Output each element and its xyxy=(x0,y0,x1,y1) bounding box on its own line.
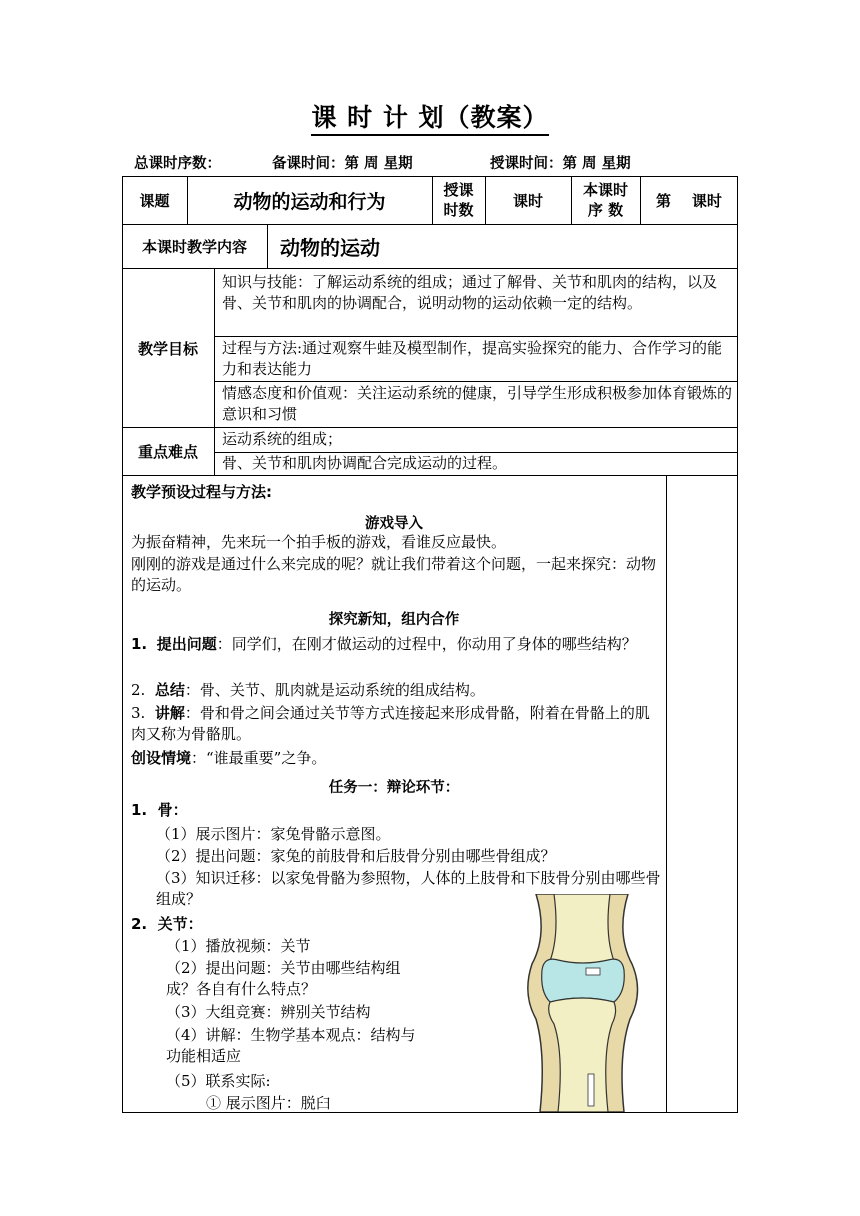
process-heading: 教学预设过程与方法: xyxy=(131,483,272,501)
this-lesson-label: 本课时 序 数 xyxy=(582,181,628,219)
joint-cartilage xyxy=(542,959,625,1002)
scenario xyxy=(131,748,661,769)
prep-time: 备课时间：第 周 星期 xyxy=(272,156,413,172)
step-1-text: ：同学们，在刚才做运动的过程中，你动用了身体的哪些结构？ xyxy=(216,635,637,653)
key-point-2: 骨、关节和肌肉协调配合完成运动的过程。 xyxy=(222,454,508,472)
objective-knowledge: 知识与技能：了解运动系统的组成；通过了解骨、关节和肌肉的结构，以及骨、关节和肌肉的协调配合，说明动物的运动依赖一定的结构。 xyxy=(222,273,718,312)
step-3-label: 讲解 xyxy=(154,704,185,722)
sequence: 第 课时 xyxy=(656,191,722,210)
sub-item-dislocation: ① 展示图片：脱臼 xyxy=(206,1094,331,1112)
step-2-num: 2. xyxy=(131,681,146,699)
objective-attitude: 情感态度和价值观：关注运动系统的健康，引导学生形成积极参加体育锻炼的意识和习惯 xyxy=(222,384,733,423)
joint-item-4: （4）讲解：生物学基本观点：结构与功能相适应 xyxy=(166,1026,416,1065)
class-hours: 课时 xyxy=(512,191,543,210)
step-2-text: ：骨、关节、肌肉就是运动系统的组成结构。 xyxy=(184,681,485,699)
lesson-plan-table xyxy=(122,176,738,1113)
task-title: 任务一：辩论环节： xyxy=(328,780,460,796)
bone-item-2: （2）提出问题：家兔的前肢骨和后肢骨分别由哪些骨组成？ xyxy=(156,847,556,865)
label-marker-1 xyxy=(586,968,600,975)
joint-item-2: （2）提出问题：关节由哪些结构组成？各自有什么特点？ xyxy=(166,959,401,998)
game-line-2: 刚刚的游戏是通过什么来完成的呢？就让我们带着这个问题，一起来探究：动物的运动。 xyxy=(131,555,657,594)
step-2-label: 总结 xyxy=(154,681,185,699)
joint-title: 2. 关节： xyxy=(131,915,203,933)
joint-item-1: （1）播放视频：关节 xyxy=(166,937,311,955)
bone-item-3: （3）知识迁移：以家兔骨骼为参照物，人体的上肢骨和下肢骨分别由哪些骨组成？ xyxy=(156,869,661,908)
joint-item-3: （3）大组竞赛：辨别关节结构 xyxy=(166,1003,371,1021)
key-points-label: 重点难点 xyxy=(137,442,198,461)
game-line-1: 为振奋精神，先来玩一个拍手板的游戏，看谁反应最快。 xyxy=(131,533,507,551)
step-1 xyxy=(131,634,661,655)
teach-time: 授课时间：第 周 星期 xyxy=(490,156,631,172)
objectives-label: 教学目标 xyxy=(137,339,198,358)
topic-label: 课题 xyxy=(139,191,170,210)
explore-title: 探究新知，组内合作 xyxy=(328,612,460,628)
scenario-label: 创设情境 xyxy=(131,749,192,767)
game-title: 游戏导入 xyxy=(365,516,423,532)
scenario-text: ：“谁最重要”之争。 xyxy=(191,749,327,767)
knee-joint-illustration xyxy=(518,894,648,1112)
bone-item-1: （1）展示图片：家兔骨骼示意图。 xyxy=(156,825,391,843)
objective-process: 过程与方法:通过观察牛蛙及模型制作，提高实验探究的能力、合作学习的能力和表达能力 xyxy=(222,339,723,378)
label-marker-2 xyxy=(588,1074,594,1106)
content-label: 本课时教学内容 xyxy=(141,237,247,256)
topic-value: 动物的运动和行为 xyxy=(233,190,386,213)
page-title xyxy=(0,98,860,134)
step-1-num: 1. xyxy=(131,635,148,653)
step-3-num: 3. xyxy=(131,704,146,722)
step-2 xyxy=(131,680,661,701)
step-3 xyxy=(131,703,661,745)
total-lessons: 总课时序数： xyxy=(134,156,221,172)
step-1-label: 提出问题 xyxy=(156,635,217,653)
bone-title: 1. 骨： xyxy=(131,801,188,819)
lesson-count-label: 授课 时数 xyxy=(443,181,474,219)
key-point-1: 运动系统的组成； xyxy=(222,430,343,448)
title-text: 课 时 计 划（教案） xyxy=(311,103,548,136)
content-value: 动物的运动 xyxy=(280,235,380,260)
step-3-text: ：骨和骨之间会通过关节等方式连接起来形成骨骼，附着在骨骼上的肌肉又称为骨骼肌。 xyxy=(131,704,650,743)
joint-item-5: （5）联系实际: xyxy=(166,1072,271,1090)
